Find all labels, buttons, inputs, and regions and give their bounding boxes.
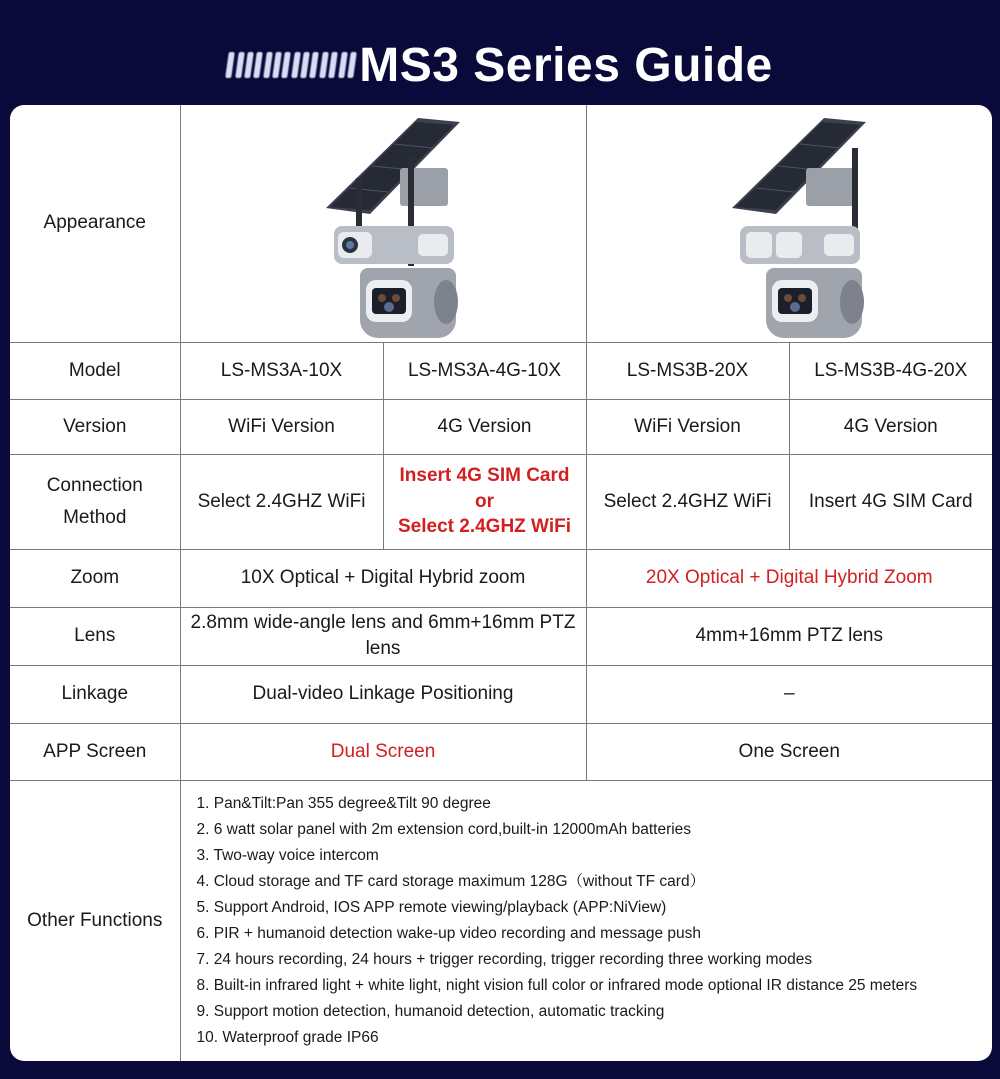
list-item: 6. PIR + humanoid detection wake-up video recording and message push (196, 924, 701, 942)
row-other-functions (10, 780, 992, 1061)
list-item: 5. Support Android, IOS APP remote viewing/playback (APP:NiView) (196, 898, 667, 916)
linkage-label: Linkage (10, 665, 180, 723)
camera-image-ms3a (180, 105, 586, 342)
model-label: Model (10, 342, 180, 399)
zoom-label: Zoom (10, 549, 180, 607)
spec-table (10, 105, 992, 1061)
app-screen-ms3a: Dual Screen (180, 723, 586, 780)
lens-label: Lens (10, 607, 180, 665)
connection-cell: Insert 4G SIM Card (789, 454, 992, 549)
connection-label-line2: Method (63, 506, 127, 528)
version-cell: WiFi Version (586, 399, 789, 454)
list-item: 2. 6 watt solar panel with 2m extension cord,built-in 12000mAh batteries (196, 820, 692, 838)
row-lens (10, 607, 992, 665)
header (0, 30, 1000, 100)
app-screen-label: APP Screen (10, 723, 180, 780)
linkage-ms3b: – (586, 665, 992, 723)
zoom-ms3b: 20X Optical + Digital Hybrid Zoom (586, 549, 992, 607)
list-item: 7. 24 hours recording, 24 hours + trigger recording, trigger recording three working modes (196, 950, 813, 968)
list-item: 3. Two-way voice intercom (196, 846, 379, 864)
solar-ptz-camera-dual-lens-icon (278, 108, 488, 338)
camera-image-ms3b (586, 105, 992, 342)
lens-ms3a: 2.8mm wide-angle lens and 6mm+16mm PTZ lens (180, 607, 586, 665)
appearance-label: Appearance (10, 105, 180, 342)
row-connection (10, 454, 992, 549)
row-zoom (10, 549, 992, 607)
model-ms3b-20x: LS-MS3B-20X (586, 342, 789, 399)
row-appearance (10, 105, 992, 342)
version-label: Version (10, 399, 180, 454)
zoom-ms3a: 10X Optical + Digital Hybrid zoom (180, 549, 586, 607)
list-item: 4. Cloud storage and TF card storage maximum 128G（without TF card） (196, 872, 706, 890)
lens-ms3b: 4mm+16mm PTZ lens (586, 607, 992, 665)
list-item: 10. Waterproof grade IP66 (196, 1028, 379, 1046)
model-ms3a-4g-10x: LS-MS3A-4G-10X (383, 342, 586, 399)
version-cell: 4G Version (383, 399, 586, 454)
connection-label (10, 454, 180, 549)
connection-label-line1: Connection (46, 474, 143, 496)
row-linkage (10, 665, 992, 723)
version-cell: 4G Version (789, 399, 992, 454)
brand-logo-icon (227, 45, 355, 85)
connection-4g-line2: Select 2.4GHZ WiFi (398, 516, 571, 538)
connection-4g-line1: Insert 4G SIM Card or (399, 465, 570, 512)
list-item: 1. Pan&Tilt:Pan 355 degree&Tilt 90 degree (196, 794, 491, 812)
connection-cell-4g (383, 454, 586, 549)
row-version (10, 399, 992, 454)
solar-ptz-camera-triple-lens-icon (684, 108, 894, 338)
other-functions-label: Other Functions (10, 780, 180, 1061)
app-screen-ms3b: One Screen (586, 723, 992, 780)
connection-cell: Select 2.4GHZ WiFi (180, 454, 383, 549)
spec-table-card (10, 105, 992, 1061)
model-ms3a-10x: LS-MS3A-10X (180, 342, 383, 399)
other-functions-list (180, 780, 992, 1061)
model-ms3b-4g-20x: LS-MS3B-4G-20X (789, 342, 992, 399)
page-title: MS3 Series Guide (359, 38, 773, 92)
linkage-ms3a: Dual-video Linkage Positioning (180, 665, 586, 723)
version-cell: WiFi Version (180, 399, 383, 454)
connection-cell: Select 2.4GHZ WiFi (586, 454, 789, 549)
list-item: 8. Built-in infrared light + white light, night vision full color or infrared mode optional IR distance 25 meters (196, 976, 918, 994)
list-item: 9. Support motion detection, humanoid detection, automatic tracking (196, 1002, 665, 1020)
row-app-screen (10, 723, 992, 780)
row-model (10, 342, 992, 399)
